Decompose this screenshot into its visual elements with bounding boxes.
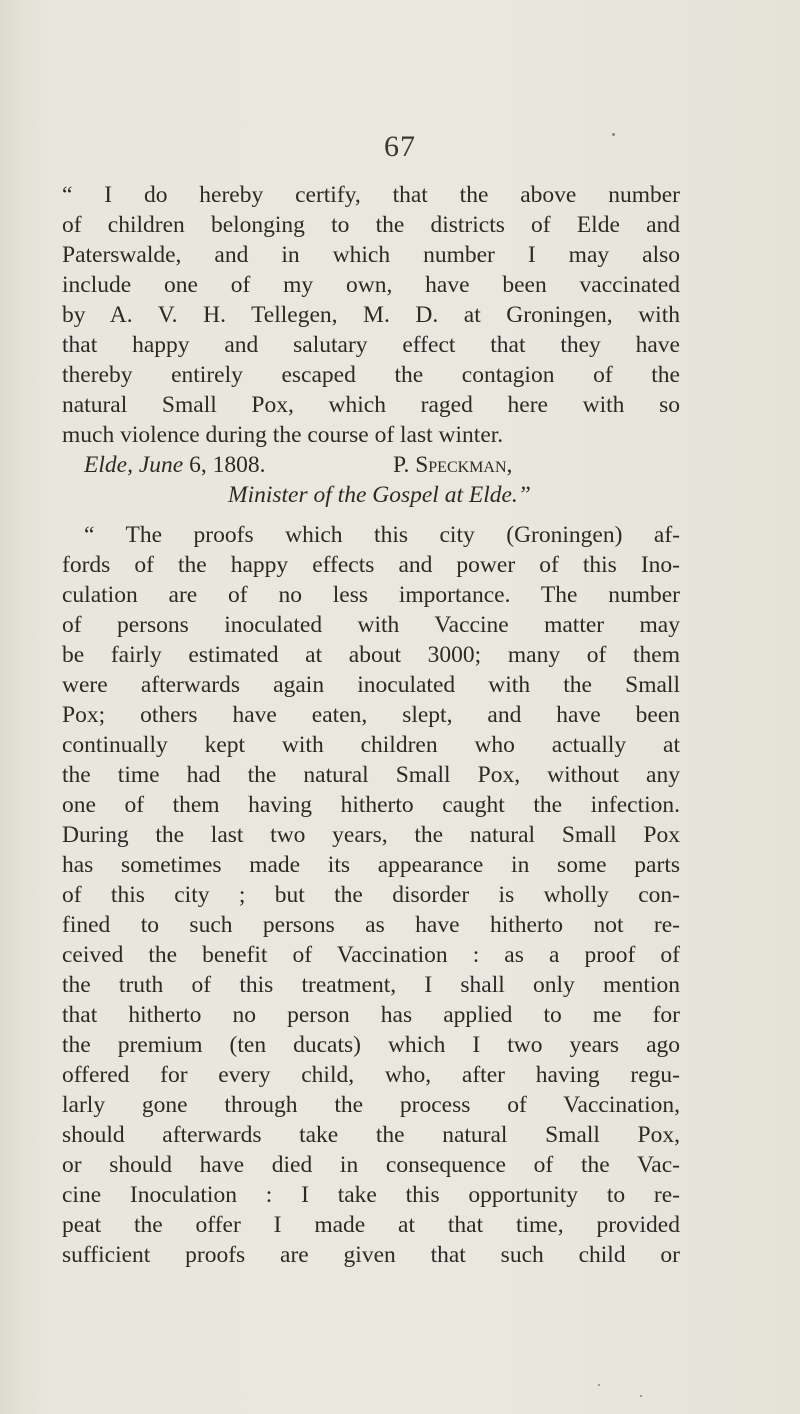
certificate-line: Paterswalde, and in which number I may also bbox=[62, 242, 680, 268]
statement-line: culation are of no less importance. The number bbox=[62, 582, 680, 608]
statement-line: be fairly estimated at about 3000; many of them bbox=[62, 642, 680, 668]
paper-speck bbox=[640, 1395, 642, 1397]
signature-name: P. Speckman, bbox=[393, 452, 513, 478]
statement-line: “ The proofs which this city (Groningen) af- bbox=[84, 522, 680, 548]
signature-title-row bbox=[62, 480, 680, 510]
certificate-line: natural Small Pox, which raged here with so bbox=[62, 392, 680, 418]
statement-line: offered for every child, who, after having regu- bbox=[62, 1062, 680, 1088]
statement-line: cine Inoculation : I take this opportunity to re- bbox=[62, 1182, 680, 1208]
statement-line: of persons inoculated with Vaccine matter may bbox=[62, 612, 680, 638]
certificate-line: much violence during the course of last winter. bbox=[62, 422, 504, 448]
paper-speck bbox=[612, 133, 615, 136]
place-date-italic: Elde, June bbox=[84, 452, 184, 478]
statement-line: fined to such persons as have hitherto not re- bbox=[62, 912, 680, 938]
statement-line: the truth of this treatment, I shall only mention bbox=[62, 972, 680, 998]
statement-line: of this city ; but the disorder is wholly con- bbox=[62, 882, 680, 908]
certificate-line: of children belonging to the districts of Elde and bbox=[62, 212, 680, 238]
statement-line: During the last two years, the natural Small Pox bbox=[62, 822, 680, 848]
statement-line: the time had the natural Small Pox, without any bbox=[62, 762, 680, 788]
statement-line: peat the offer I made at that time, provided bbox=[62, 1212, 680, 1238]
certificate-line: by A. V. H. Tellegen, M. D. at Groningen, with bbox=[62, 302, 680, 328]
place-date-rest: 6, 1808. bbox=[183, 452, 266, 478]
statement-line: that hitherto no person has applied to me for bbox=[62, 1002, 680, 1028]
place-date bbox=[84, 450, 265, 480]
statement-line: were afterwards again inoculated with the Small bbox=[62, 672, 680, 698]
certificate-line: that happy and salutary effect that they have bbox=[62, 332, 680, 358]
statement-line: one of them having hitherto caught the infection. bbox=[62, 792, 680, 818]
statement-line: should afterwards take the natural Small Pox, bbox=[62, 1122, 680, 1148]
certificate-line: thereby entirely escaped the contagion of the bbox=[62, 362, 680, 388]
statement-line: or should have died in consequence of the Vac- bbox=[62, 1152, 680, 1178]
statement-line: larly gone through the process of Vaccination, bbox=[62, 1092, 680, 1118]
statement-line: Pox; others have eaten, slept, and have been bbox=[62, 702, 680, 728]
statement-line: ceived the benefit of Vaccination : as a proof of bbox=[62, 942, 680, 968]
statement-line: continually kept with children who actually at bbox=[62, 732, 680, 758]
page-number: 67 bbox=[384, 130, 416, 163]
paper-speck bbox=[598, 1384, 600, 1386]
signature-date-row bbox=[62, 450, 680, 480]
signature-title: Minister of the Gospel at Elde.” bbox=[228, 482, 531, 508]
statement-line: sufficient proofs are given that such child or bbox=[62, 1242, 680, 1268]
statement-line: fords of the happy effects and power of this Ino- bbox=[62, 552, 680, 578]
certificate-line: include one of my own, have been vaccinated bbox=[62, 272, 680, 298]
statement-line: has sometimes made its appearance in some parts bbox=[62, 852, 680, 878]
certificate-line: “ I do hereby certify, that the above number bbox=[62, 182, 680, 208]
statement-line: the premium (ten ducats) which I two years ago bbox=[62, 1032, 680, 1058]
